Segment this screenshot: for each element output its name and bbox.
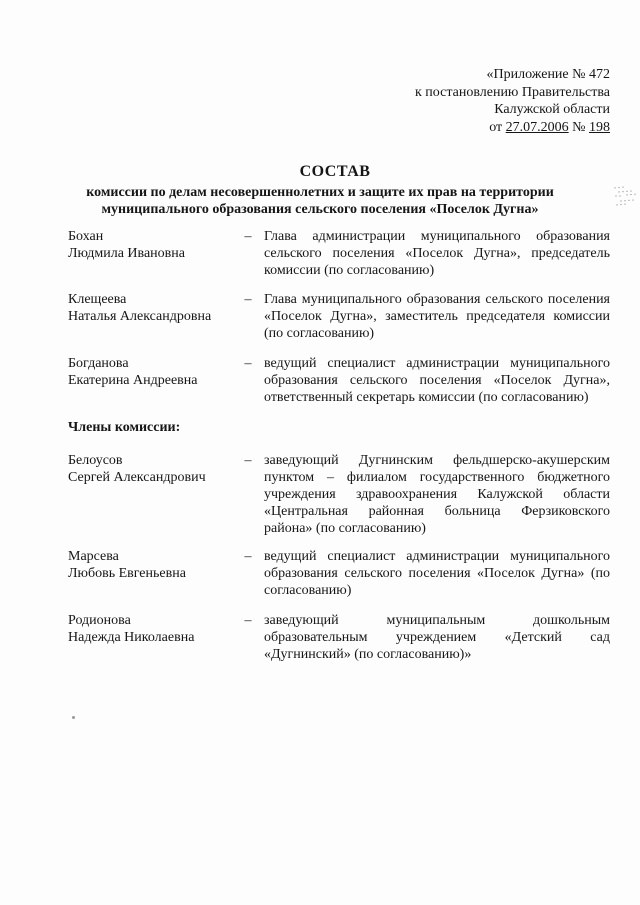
person-name — [68, 452, 238, 486]
appendix-line-4 — [415, 119, 610, 137]
person-position: Глава муниципального образования сельского поселения «Поселок Дугна», заместитель председателя комиссии (по согласованию) — [264, 292, 610, 341]
title-block — [0, 163, 640, 218]
person-position: заведующий Дугнинским фельдшерско-акушерским пунктом – филиалом государственного бюджетного учреждения здравоохранения Калужской области «Центральная районная больница Ферзиковского района» (по согласованию) — [264, 453, 610, 536]
commission-leader-row — [68, 291, 608, 343]
appendix-number: 198 — [589, 119, 610, 135]
scan-artifact — [612, 182, 640, 208]
appendix-header — [415, 66, 610, 136]
subtitle-line-1: комиссии по делам несовершеннолетних и защите их прав на территории — [86, 185, 554, 200]
appendix-line-2: к постановлению Правительства — [414, 84, 610, 100]
commission-member-row — [68, 452, 608, 538]
document-title: СОСТАВ — [299, 163, 371, 180]
person-surname: Родионова — [68, 613, 131, 628]
dash-separator: – — [244, 229, 252, 244]
appendix-date: 27.07.2006 — [505, 119, 569, 135]
subtitle-line-2: муниципального образования сельского поселения «Поселок Дугна» — [101, 202, 539, 217]
person-given-name: Сергей Александрович — [68, 470, 206, 485]
appendix-line-1: «Приложение № 472 — [486, 67, 610, 82]
appendix-number-prefix: № — [568, 119, 589, 135]
person-position: Глава администрации муниципального образования сельского поселения «Поселок Дугна», председатель комиссии (по согласованию) — [264, 229, 610, 278]
person-position: ведущий специалист администрации муниципального образования сельского поселения «Поселок Дугна» (по согласованию) — [264, 549, 610, 598]
person-name — [68, 355, 238, 389]
person-given-name: Надежда Николаевна — [68, 630, 195, 645]
person-given-name: Любовь Евгеньевна — [68, 566, 186, 581]
dash-separator: – — [244, 453, 252, 468]
person-name — [68, 612, 238, 646]
appendix-date-prefix: от — [489, 119, 506, 135]
commission-leader-row — [68, 228, 608, 280]
dash-separator: – — [244, 613, 252, 628]
person-name — [68, 228, 238, 262]
members-heading: Члены комиссии: — [68, 420, 181, 435]
commission-member-row — [68, 548, 608, 600]
person-surname: Бохан — [68, 229, 104, 244]
person-given-name: Наталья Александровна — [68, 309, 212, 324]
person-given-name: Екатерина Андреевна — [68, 373, 198, 388]
person-given-name: Людмила Ивановна — [68, 246, 185, 261]
person-position: ведущий специалист администрации муниципального образования сельского поселения «Поселок Дугна», ответственный секретарь комиссии (по согласованию) — [264, 356, 610, 405]
dash-separator: – — [244, 356, 252, 371]
person-surname: Белоусов — [68, 453, 123, 468]
person-position: заведующий муниципальным дошкольным образовательным учреждением «Детский сад «Дугнинский» (по согласованию)» — [264, 613, 610, 662]
dash-separator: – — [244, 549, 252, 564]
commission-leader-row — [68, 355, 608, 407]
person-surname: Клещеева — [68, 292, 127, 307]
appendix-line-3: Калужской области — [494, 102, 610, 117]
person-surname: Богданова — [68, 356, 129, 371]
person-name — [68, 548, 238, 582]
scan-dot — [72, 716, 75, 719]
person-surname: Марсева — [68, 549, 119, 564]
person-name — [68, 291, 238, 325]
document-subtitle — [0, 184, 640, 218]
dash-separator: – — [244, 292, 252, 307]
commission-member-row — [68, 612, 608, 664]
